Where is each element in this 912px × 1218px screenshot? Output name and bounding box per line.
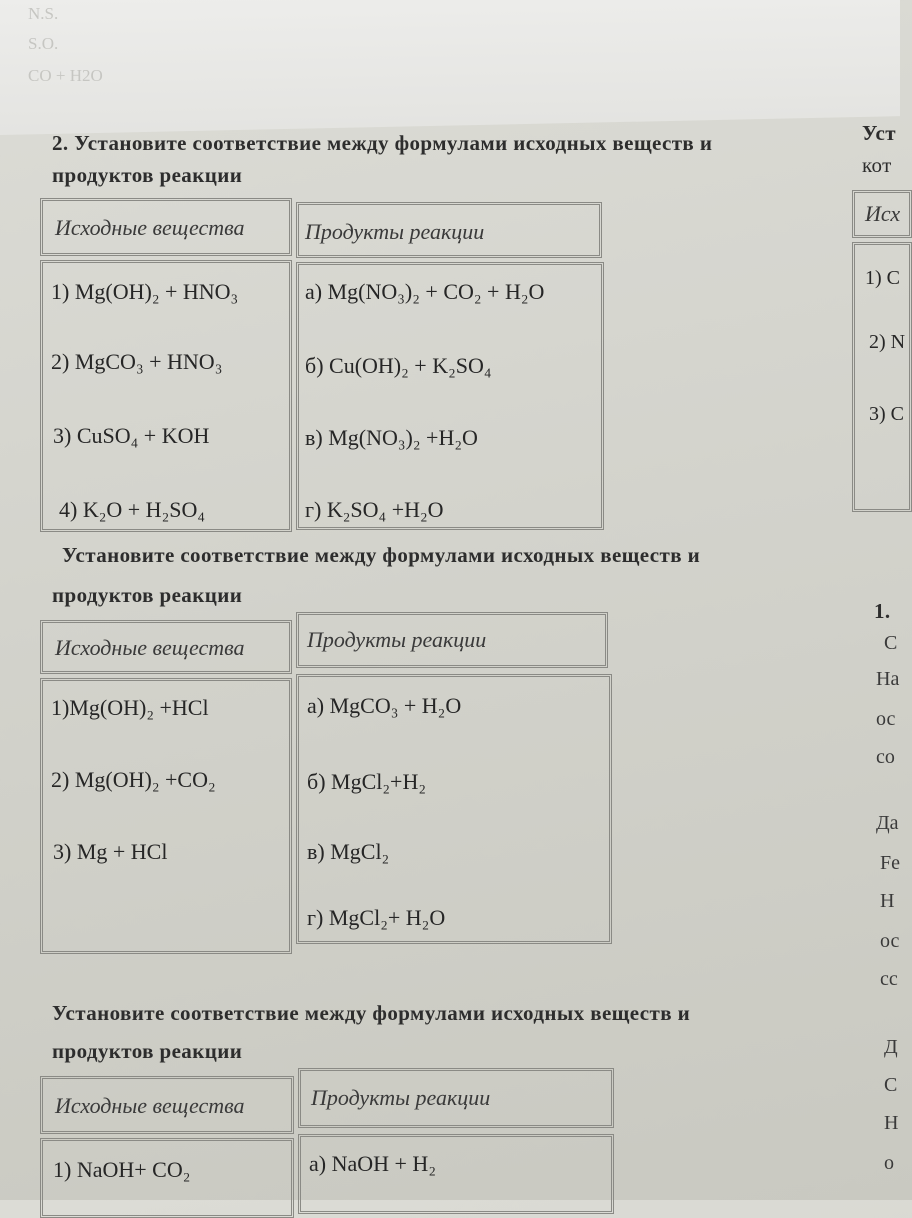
product-item: в) MgCl₂: [307, 839, 390, 864]
right-page-text: С: [884, 632, 898, 654]
reactant-item: 1) С: [865, 267, 900, 289]
reactant-item: 1) Mg(OH)₂ + HNO₃: [51, 279, 239, 304]
task3-header-right: [298, 1068, 614, 1128]
product-item: а) MgCO₃ + H₂O: [307, 693, 462, 718]
task1-left-column: [40, 260, 292, 532]
right-page-text: ос: [880, 930, 900, 952]
task2-heading: Установите соответствие между формулами исходных веществ и: [62, 543, 701, 567]
task3-header-left: [40, 1076, 294, 1134]
reactant-item: 3) CuSO₄ + KOH: [53, 423, 210, 448]
right-page-heading: Уст: [862, 121, 896, 145]
column-header: Продукты реакции: [305, 219, 485, 244]
product-item: б) Cu(OH)₂ + K₂SO₄: [305, 353, 492, 378]
faded-text-line: N.S.: [28, 4, 59, 23]
column-header: Исходные вещества: [55, 1093, 245, 1118]
right-page-text: С: [884, 1074, 898, 1096]
reactant-item: 3) Mg + HCl: [53, 839, 168, 864]
right-page-text: о: [884, 1152, 894, 1174]
right-page-header-cell: [852, 190, 912, 238]
right-page-text: ос: [876, 708, 896, 730]
task3-heading: Установите соответствие между формулами исходных веществ и: [52, 1001, 691, 1025]
task1-header-left: [40, 198, 292, 256]
product-item: г) K₂SO₄ +H₂O: [305, 497, 444, 522]
reactant-item: 2) N: [869, 331, 906, 353]
right-page-text: Fe: [880, 852, 900, 874]
right-page-text: Да: [876, 812, 899, 834]
product-item: а) NaOH + H₂: [309, 1151, 436, 1176]
column-header: Исходные вещества: [55, 635, 245, 660]
column-header: Продукты реакции: [311, 1085, 491, 1110]
task2-left-column: [40, 678, 292, 954]
right-page-heading-cont: кот: [862, 153, 892, 177]
right-page-left-column: [852, 242, 912, 512]
reactant-item: 2) MgCO₃ + HNO₃: [51, 349, 223, 374]
right-page-text: Н: [880, 890, 895, 912]
product-item: в) Mg(NO₃)₂ +H₂O: [305, 425, 478, 450]
task1-heading-cont: продуктов реакции: [52, 163, 243, 187]
task3-left-column: [40, 1138, 294, 1218]
product-item: а) Mg(NO₃)₂ + CO₂ + H₂O: [305, 279, 545, 304]
right-page-text: со: [876, 746, 895, 768]
reactant-item: 4) K₂O + H₂SO₄: [59, 497, 206, 522]
task1-heading: 2. Установите соответствие между формулами исходных веществ и: [52, 131, 713, 155]
right-page-text: На: [876, 668, 900, 690]
task2-right-column: [296, 674, 612, 944]
task3-right-column: [298, 1134, 614, 1214]
task1-right-column: [296, 262, 604, 530]
reactant-item: 1) NaOH+ CO₂: [53, 1157, 191, 1182]
reactant-item: 2) Mg(OH)₂ +CO₂: [51, 767, 216, 792]
reactant-item: 3) С: [869, 403, 904, 425]
task2-header-right: [296, 612, 608, 668]
reactant-item: 1)Mg(OH)₂ +HCl: [51, 695, 209, 720]
right-page-section-number: 1.: [874, 599, 891, 623]
right-page-text: Д: [884, 1036, 898, 1058]
task2-heading-cont: продуктов реакции: [52, 583, 243, 607]
product-item: г) MgCl₂+ H₂O: [307, 905, 446, 930]
task1-header-right: [296, 202, 602, 258]
task2-header-left: [40, 620, 292, 674]
right-page-text: Н: [884, 1112, 899, 1134]
column-header: Продукты реакции: [307, 627, 487, 652]
right-page-text: сс: [880, 968, 898, 990]
product-item: б) MgCl₂+H₂: [307, 769, 427, 794]
column-header: Исходные вещества: [55, 215, 245, 240]
faded-text-line: S.O.: [28, 34, 59, 53]
column-header: Исх: [865, 201, 901, 226]
task3-heading-cont: продуктов реакции: [52, 1039, 243, 1063]
faded-text-line: CO + H2O: [28, 66, 103, 85]
